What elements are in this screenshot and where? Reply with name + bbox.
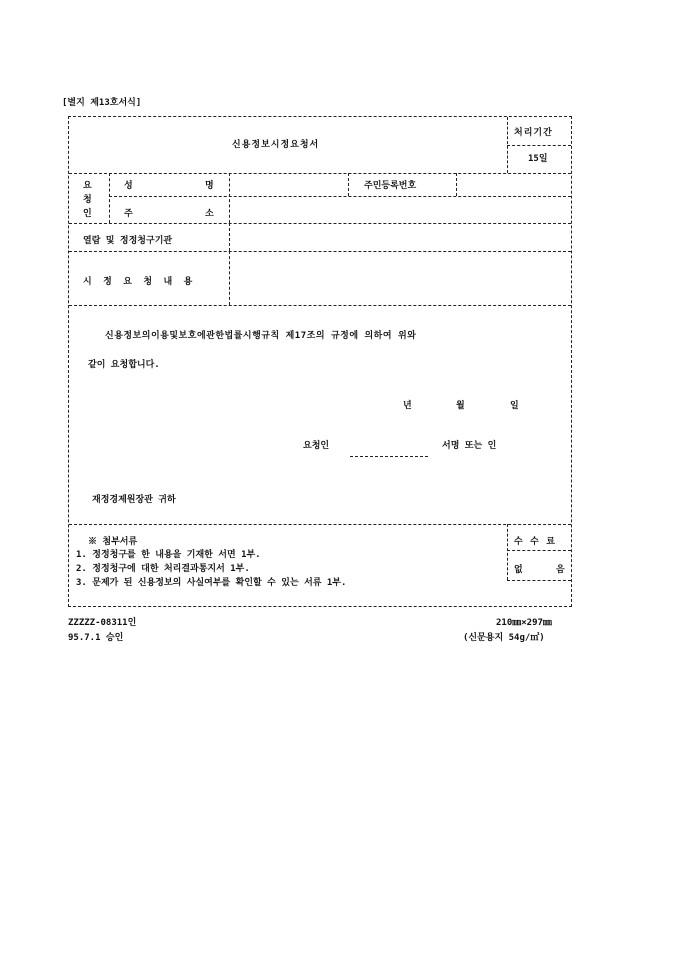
attachment-item-1: 1. 정정청구를 한 내용을 기재한 서면 1부. <box>76 550 261 560</box>
fee-label: 수 수 료 <box>514 537 556 547</box>
approval-date: 95.7.1 승인 <box>68 633 124 643</box>
statement-line-1: 신용정보의이용및보호에관한법률시행규칙 제17조의 규정에 의하여 위와 <box>105 331 417 341</box>
institution-label: 열람 및 정정청구기관 <box>83 236 173 246</box>
paper-type: (신문용지 54g/㎡) <box>463 633 545 643</box>
divider <box>507 550 571 551</box>
form-number-label: [별지 제13호서식] <box>62 98 142 108</box>
fee-value-1: 없 <box>514 565 523 575</box>
address-label-2: 소 <box>205 209 214 219</box>
divider <box>69 524 571 525</box>
divider <box>348 173 349 196</box>
name-label-2: 명 <box>205 181 214 191</box>
attachment-item-3: 3. 문제가 된 신용정보의 사실여부를 확인할 수 있는 서류 1부. <box>76 578 347 588</box>
resident-number-label: 주민등록번호 <box>364 181 417 191</box>
name-label: 성 <box>124 181 133 191</box>
divider <box>507 580 571 581</box>
divider <box>456 173 457 196</box>
attachment-item-2: 2. 정정청구에 대한 처리결과통지서 1부. <box>76 564 250 574</box>
paper-size: 210㎜×297㎜ <box>496 618 552 628</box>
divider <box>109 196 571 197</box>
attachments-title: ※ 첨부서류 <box>88 537 138 547</box>
addressee: 재정경제원장관 귀하 <box>92 495 176 505</box>
divider <box>507 145 571 146</box>
date-month: 월 <box>456 401 465 411</box>
divider <box>69 173 571 174</box>
processing-period-label: 처리기간 <box>514 128 553 138</box>
statement-line-2: 같이 요청합니다. <box>88 360 160 370</box>
date-day: 일 <box>510 401 519 411</box>
processing-period-value: 15일 <box>528 154 548 164</box>
address-label: 주 <box>124 209 133 219</box>
correction-content-label: 시 정 요 청 내 용 <box>83 277 196 287</box>
fee-value-2: 음 <box>556 565 565 575</box>
applicant-label-3: 인 <box>83 209 92 219</box>
divider <box>229 251 230 305</box>
divider <box>507 524 508 580</box>
form-title: 신용정보시정요청서 <box>232 140 320 150</box>
signature-label: 서명 또는 인 <box>442 441 497 451</box>
requester-label: 요청인 <box>303 441 330 451</box>
divider <box>69 251 571 252</box>
applicant-label-1: 요 <box>83 181 92 191</box>
applicant-label-2: 청 <box>83 195 92 205</box>
divider <box>69 223 571 224</box>
divider <box>229 223 230 251</box>
form-code: ZZZZZ-08311인 <box>68 618 137 628</box>
date-year: 년 <box>403 401 412 411</box>
signature-line[interactable] <box>350 456 428 457</box>
divider <box>69 305 571 306</box>
divider <box>229 173 230 223</box>
divider <box>109 173 110 223</box>
